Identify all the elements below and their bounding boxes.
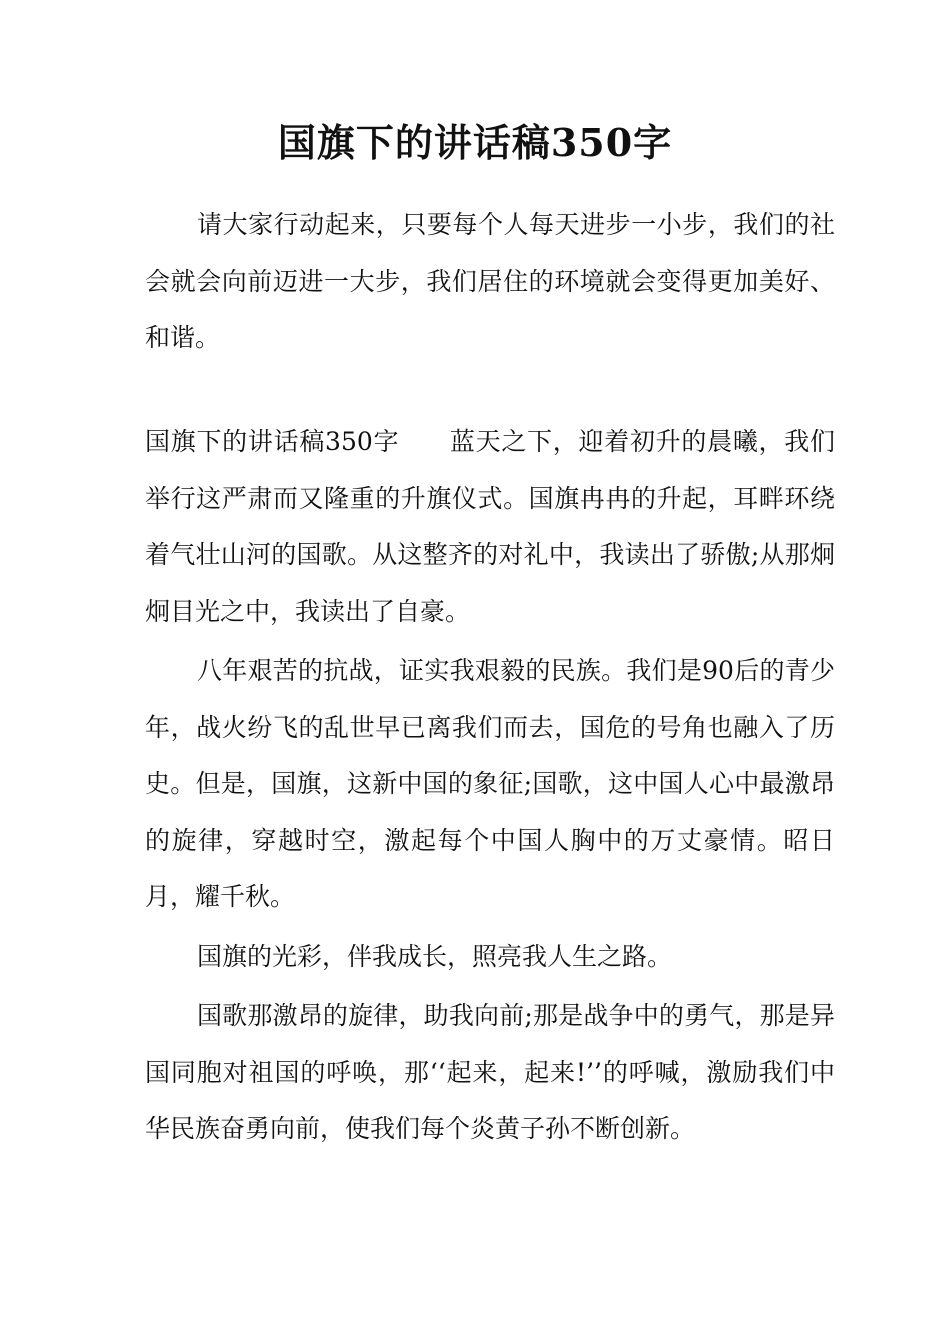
paragraph-anthem: 国歌那激昂的旋律，助我向前;那是战争中的勇气，那是异国同胞对祖国的呼唤，那‘‘起来，起来!’’的呼喊，激励我们中华民族奋勇向前，使我们每个炎黄子孙不断创新。 — [145, 1001, 835, 1143]
section-opening-text: 蓝天之下，迎着初升的晨曦，我们举行这严肃而又隆重的升旗仪式。国旗冉冉的升起，耳畔环绕着气壮山河的国歌。从这整齐的对礼中，我读出了骄傲;从那炯炯目光之中，我读出了自豪。 — [145, 427, 835, 626]
paragraph-war: 八年艰苦的抗战，证实我艰毅的民族。我们是90后的青少年，战火纷飞的乱世早已离我们而去，国危的号角也融入了历史。但是，国旗，这新中国的象征;国歌，这中国人心中最激昂的旋律，穿越时空，激起每个中国人胸中的万丈豪情。昭日月，耀千秋。 — [145, 656, 835, 911]
section-paragraph — [145, 414, 835, 640]
document-title: 国旗下的讲话稿350字 — [277, 120, 673, 165]
section-title: 国旗下的讲话稿350字 — [145, 427, 400, 456]
paragraph-flag: 国旗的光彩，伴我成长，照亮我人生之路。 — [197, 942, 673, 971]
intro-paragraph: 请大家行动起来，只要每个人每天进步一小步，我们的社会就会向前迈进一大步，我们居住的环境就会变得更加美好、和谐。 — [145, 210, 835, 352]
